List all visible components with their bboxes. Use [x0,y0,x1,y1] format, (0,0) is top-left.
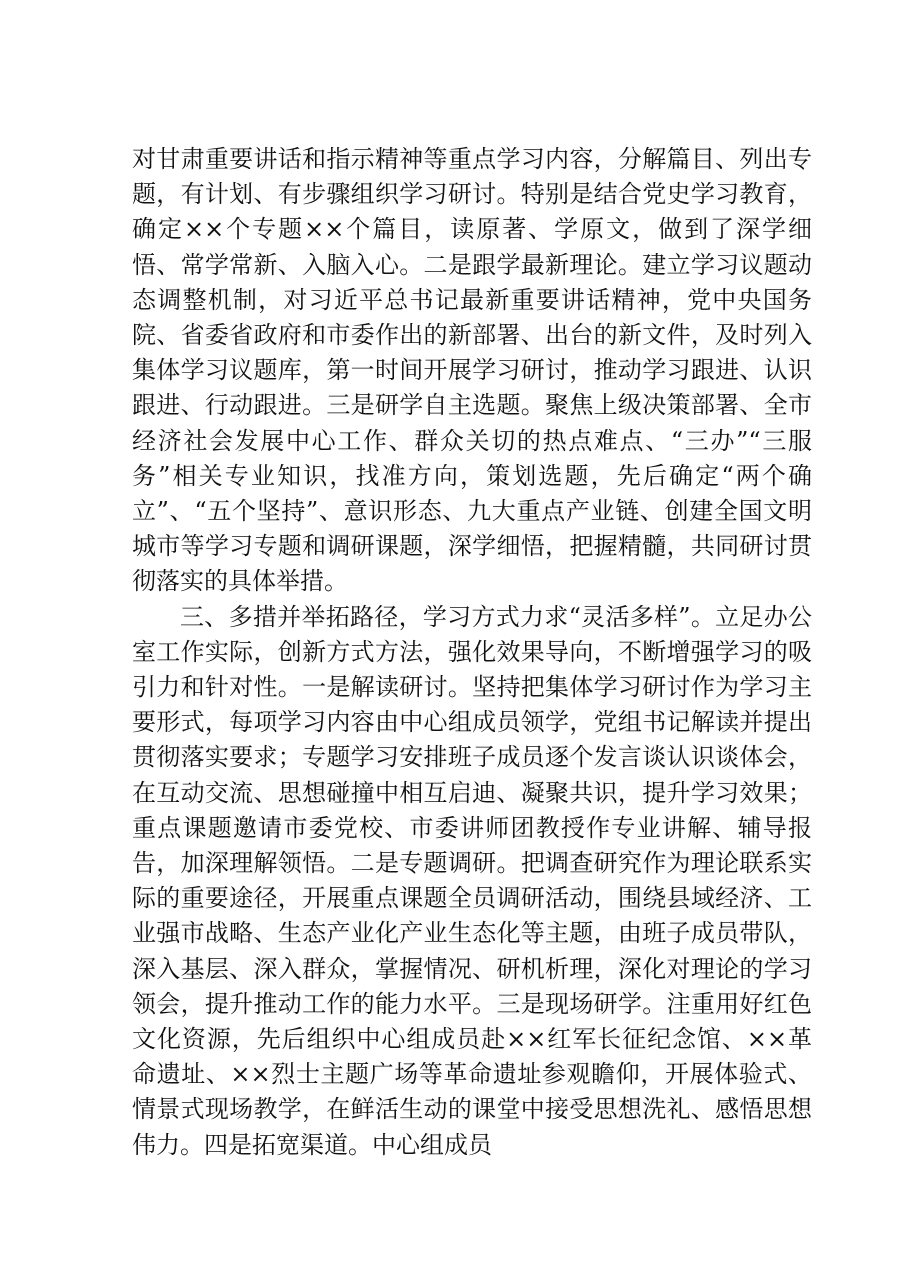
paragraph-section-three: 三、多措并举拓路径，学习方式力求“灵活多样”。立足办公室工作实际，创新方式方法，强化效果导向，不断增强学习的吸引力和针对性。一是解读研讨。坚持把集体学习研讨作为学习主要形式，每项学习内容由中心组成员领学，党组书记解读并提出贯彻落实要求；专题学习安排班子成员逐个发言谈认识谈体会，在互动交流、思想碰撞中相互启迪、凝聚共识，提升学习效果；重点课题邀请市委党校、市委讲师团教授作专业讲解、辅导报告，加深理解领悟。二是专题调研。把调查研究作为理论联系实际的重要途径，开展重点课题全员调研活动，围绕县域经济、工业强市战略、生态产业化产业生态化等主题，由班子成员带队，深入基层、深入群众，掌握情况、研机析理，深化对理论的学习领会，提升推动工作的能力水平。三是现场研学。注重用好红色文化资源，先后组织中心组成员赴××红军长征纪念馆、××革命遗址、××烈士主题广场等革命遗址参观瞻仰，开展体验式、情景式现场教学，在鲜活生动的课堂中接受思想洗礼、感悟思想伟力。四是拓宽渠道。中心组成员 [132,602,812,1159]
body-text [132,142,812,1163]
paragraph-continuation: 对甘肃重要讲话和指示精神等重点学习内容，分解篇目、列出专题，有计划、有步骤组织学习研讨。特别是结合党史学习教育，确定××个专题××个篇目，读原著、学原文，做到了深学细悟、常学常新、入脑入心。二是跟学最新理论。建立学习议题动态调整机制，对习近平总书记最新重要讲话精神，党中央国务院、省委省政府和市委作出的新部署、出台的新文件，及时列入集体学习议题库，第一时间开展学习研讨，推动学习跟进、认识跟进、行动跟进。三是研学自主选题。聚焦上级决策部署、全市经济社会发展中心工作、群众关切的热点难点、“三办”“三服务”相关专业知识，找准方向，策划选题，先后确定“两个确立”、“五个坚持”、意识形态、九大重点产业链、创建全国文明城市等学习专题和调研课题，深学细悟，把握精髓，共同研讨贯彻落实的具体举措。 [132,145,812,596]
